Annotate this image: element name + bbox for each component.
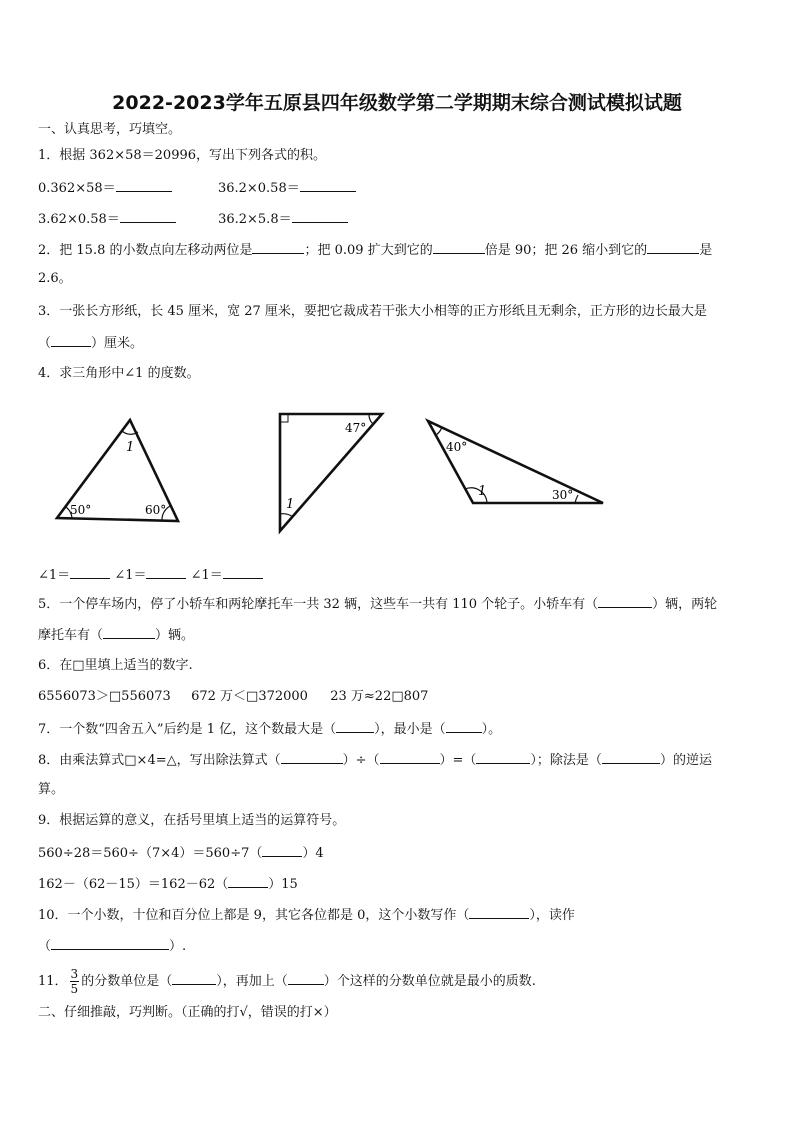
q3-text-1: （: [38, 336, 52, 351]
q3-blank[interactable]: [51, 332, 91, 347]
q9-text-1: 560÷28＝560÷（7×4）＝560÷7（: [38, 846, 263, 861]
question-8-line-1: [38, 749, 712, 771]
q7-text-2: ），最小是（: [374, 722, 446, 737]
tri1-angle-1: 1: [126, 440, 135, 455]
q8-text-4: ）；除法是（: [530, 753, 602, 768]
q1-item-b: 36.2×0.58＝: [217, 181, 300, 196]
question-5-line-2: [38, 624, 194, 646]
q8-blank-4[interactable]: [602, 749, 660, 764]
triangle-1: [57, 420, 178, 521]
q2-blank-2[interactable]: [433, 239, 485, 254]
q5-blank-2[interactable]: [103, 624, 155, 639]
question-2-line-2: 2.6。: [38, 271, 72, 286]
q7-blank-2[interactable]: [446, 718, 482, 733]
q4-answer-label-2: ∠1＝: [114, 568, 147, 583]
q1-item-d: 36.2×5.8＝: [218, 212, 292, 227]
tri1-angle-60: 60°: [145, 503, 167, 517]
q8-blank-1[interactable]: [281, 749, 343, 764]
q8-text-2: ）÷（: [342, 753, 380, 768]
q5-text-3: 摩托车有（: [38, 628, 104, 643]
triangle-2: [280, 414, 382, 531]
q2-text-3: 倍是 90；把 26 缩小到它的: [484, 243, 648, 258]
question-3-line-1: 3．一张长方形纸，长 45 厘米，宽 27 厘米，要把它裁成若干张大小相等的正方形纸且无剩余，正方形的边长最大是: [38, 304, 707, 319]
question-1: 1．根据 362×58＝20996，写出下列各式的积。: [38, 148, 327, 163]
tri1-angle-50: 50°: [70, 503, 92, 517]
q6-item-a: 6556073＞□556073: [38, 689, 171, 704]
question-1-row-1: [38, 177, 356, 199]
question-7: [38, 718, 501, 740]
q8-text-1: 8．由乘法算式□×4=△，写出除法算式（: [38, 753, 281, 768]
question-3-line-2: [38, 332, 143, 354]
q10-text-3: （: [38, 939, 52, 954]
q9-text-2: ）4: [302, 846, 324, 861]
q7-blank-1[interactable]: [336, 718, 374, 733]
question-4: 4．求三角形中∠1 的度数。: [38, 366, 200, 381]
q8-blank-2[interactable]: [380, 749, 440, 764]
q2-text-1: 2．把 15.8 的小数点向左移动两位是: [38, 243, 253, 258]
q6-item-b: 672 万＜□372000: [191, 689, 308, 704]
q3-text-2: ）厘米。: [91, 336, 144, 351]
q9-text-3: 162－（62－15）＝162－62（: [38, 877, 229, 892]
q8-text-3: ）=（: [439, 753, 477, 768]
q9-blank-1[interactable]: [262, 842, 302, 857]
q8-text-5: ）的逆运: [659, 753, 712, 768]
q2-blank-3[interactable]: [647, 239, 699, 254]
q11-fraction: [70, 967, 80, 996]
q1-blank-a[interactable]: [116, 177, 172, 192]
q10-blank-2[interactable]: [51, 935, 169, 950]
triangle-3: [428, 421, 603, 503]
triangles-figure: [0, 400, 794, 580]
q5-text-2: ）辆，两轮: [652, 597, 718, 612]
q9-blank-2[interactable]: [228, 873, 268, 888]
q4-blank-2[interactable]: [146, 564, 186, 579]
tri2-angle-47: 47°: [345, 421, 367, 435]
fraction-numerator: 3: [70, 967, 79, 981]
question-9-line-2: [38, 873, 298, 895]
q1-blank-c[interactable]: [120, 208, 176, 223]
fraction-denominator: 5: [70, 982, 79, 996]
q5-text-1: 5．一个停车场内，停了小轿车和两轮摩托车一共 32 辆，这些车一共有 110 个轮子。小轿车有（: [38, 597, 599, 612]
page-title: 2022-2023学年五原县四年级数学第二学期期末综合测试模拟试题: [112, 92, 682, 114]
q7-text-3: ）。: [481, 722, 502, 737]
tri2-angle-1: 1: [286, 497, 295, 512]
question-11: [38, 964, 536, 1000]
section-1-heading: 一、认真思考，巧填空。: [38, 122, 182, 137]
question-6-items: [38, 687, 428, 707]
q2-text-4: 是: [699, 243, 713, 258]
question-10-line-1: [38, 904, 575, 926]
q2-blank-1[interactable]: [252, 239, 304, 254]
q5-blank-1[interactable]: [598, 593, 652, 608]
q8-blank-3[interactable]: [476, 749, 530, 764]
question-4-answers: [38, 564, 263, 586]
section-2-heading: 二、仔细推敲，巧判断。（正确的打√，错误的打×）: [38, 1005, 337, 1020]
q11-text-4: ）个这样的分数单位就是最小的质数.: [323, 974, 536, 989]
question-10-line-2: [38, 935, 186, 957]
q4-answer-label-1: ∠1＝: [38, 568, 71, 583]
tri3-angle-40: 40°: [446, 440, 468, 454]
question-9: 9．根据运算的意义，在括号里填上适当的运算符号。: [38, 813, 346, 828]
q10-blank-1[interactable]: [469, 904, 529, 919]
q4-blank-3[interactable]: [223, 564, 263, 579]
tri3-angle-30: 30°: [552, 488, 574, 502]
q11-text-1: 11．: [38, 974, 68, 989]
q4-answer-label-3: ∠1＝: [190, 568, 223, 583]
q5-text-4: ）辆。: [155, 628, 195, 643]
question-6: 6．在□里填上适当的数字.: [38, 658, 193, 673]
q1-item-a: 0.362×58＝: [38, 181, 116, 196]
q1-item-c: 3.62×0.58＝: [38, 212, 120, 227]
q11-text-3: ），再加上（: [216, 974, 288, 989]
q7-text-1: 7．一个数“四舍五入”后约是 1 亿，这个数最大是（: [38, 722, 337, 737]
question-1-row-2: [38, 208, 348, 230]
question-8-line-2: 算。: [38, 782, 65, 797]
question-2-line-1: [38, 239, 712, 261]
q2-text-2: ；把 0.09 扩大到它的: [304, 243, 433, 258]
q1-blank-b[interactable]: [300, 177, 356, 192]
q9-text-4: ）15: [268, 877, 298, 892]
q11-blank-2[interactable]: [288, 970, 324, 985]
q6-item-c: 23 万≈22□807: [330, 689, 429, 704]
q11-text-2: 的分数单位是（: [81, 974, 173, 989]
q10-text-2: ），读作: [529, 908, 575, 923]
tri3-angle-1: 1: [478, 484, 487, 499]
question-5-line-1: [38, 593, 717, 615]
q10-text-4: ）.: [169, 939, 187, 954]
q1-blank-d[interactable]: [292, 208, 348, 223]
q11-blank-1[interactable]: [172, 970, 216, 985]
q10-text-1: 10．一个小数，十位和百分位上都是 9，其它各位都是 0，这个小数写作（: [38, 908, 470, 923]
q4-blank-1[interactable]: [70, 564, 110, 579]
question-9-line-1: [38, 842, 324, 864]
